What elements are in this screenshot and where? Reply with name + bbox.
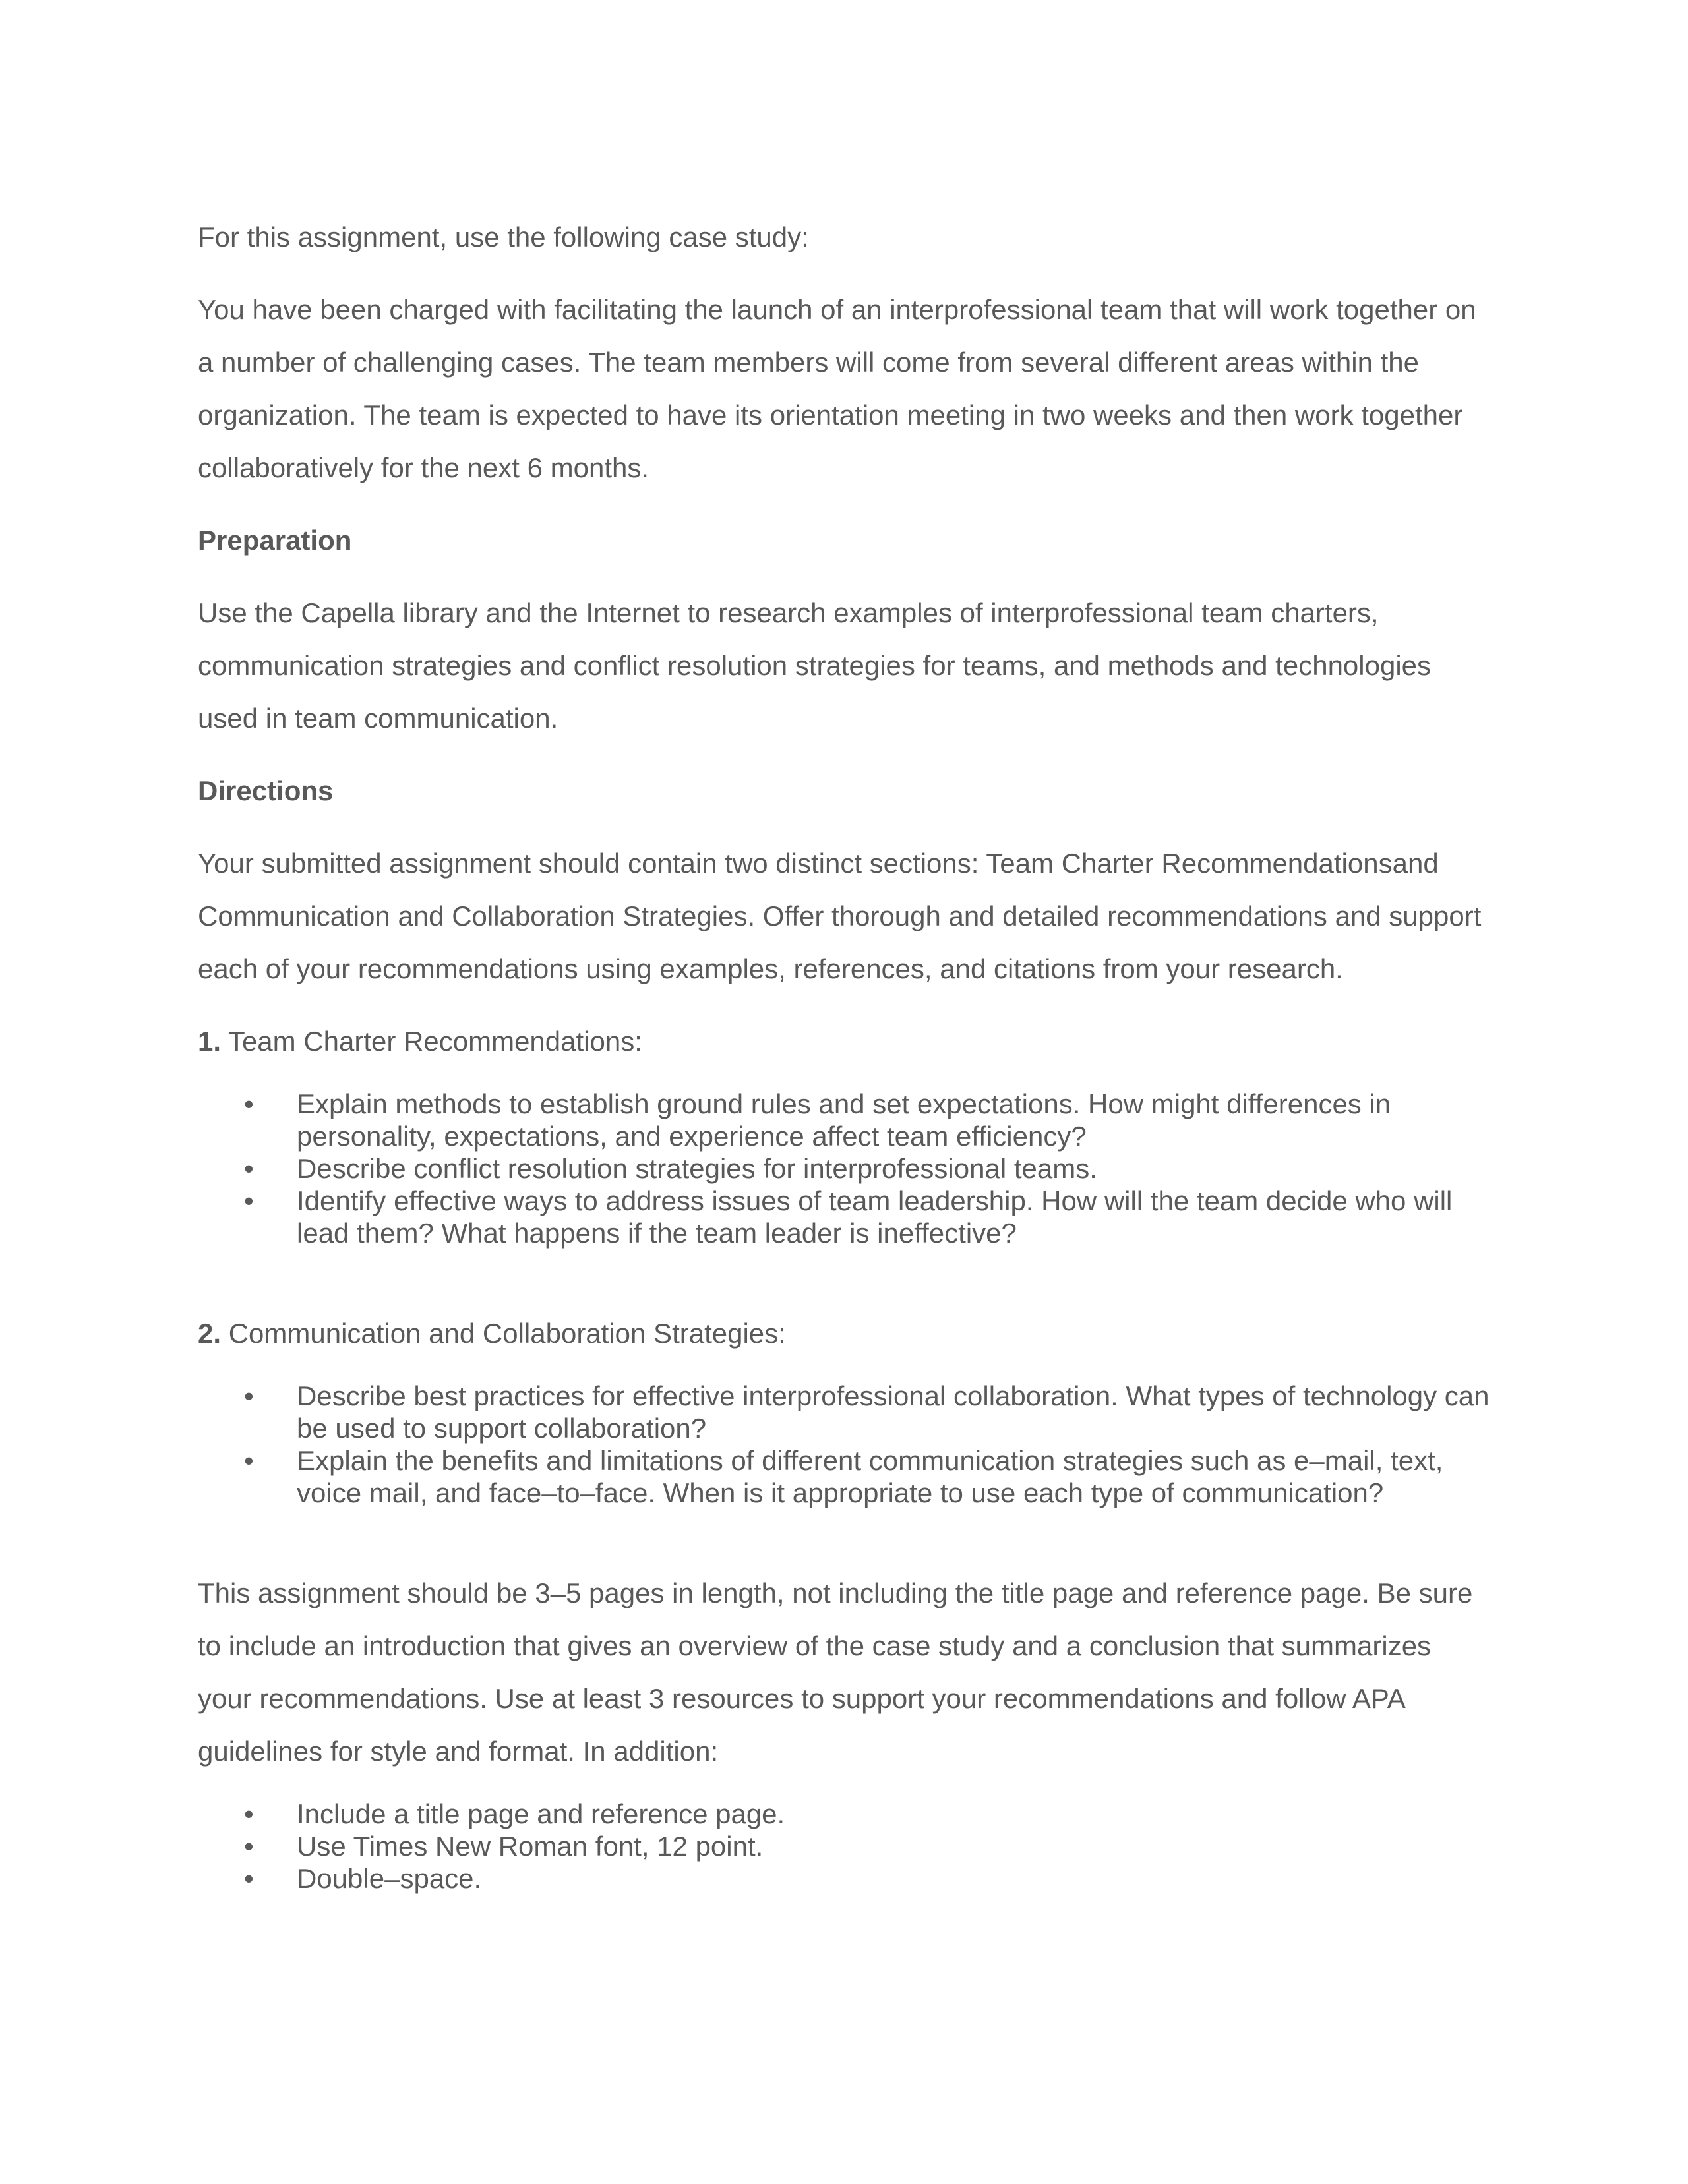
bullet-icon: • bbox=[244, 1798, 254, 1829]
intro-line: For this assignment, use the following case study: bbox=[198, 221, 809, 252]
bullet-icon: • bbox=[244, 1380, 254, 1411]
requirements-list bbox=[198, 1798, 1490, 1895]
list-item-text: Explain methods to establish ground rules and set expectations. How might differences in personality, expectations, and experience affect team efficiency? bbox=[297, 1088, 1391, 1152]
section2-number: 2. bbox=[198, 1318, 222, 1349]
list-item-text: Include a title page and reference page. bbox=[297, 1798, 785, 1829]
list-item-text: Explain the benefits and limitations of different communication strategies such as e–mail, text, voice mail, and face–to–face. When is it appropriate to use each type of communication? bbox=[297, 1445, 1443, 1508]
bullet-icon: • bbox=[244, 1185, 254, 1216]
section1-title: Team Charter Recommendations: bbox=[227, 1026, 642, 1057]
preparation-paragraph: Use the Capella library and the Internet to research examples of interprofessional team charters, communication strategies and conflict resolution strategies for teams, and methods and technologies used in team communication. bbox=[198, 597, 1432, 734]
list-item bbox=[198, 1185, 1490, 1249]
list-item bbox=[198, 1798, 1490, 1830]
list-item-text: Identify effective ways to address issues of team leadership. How will the team decide who will lead them? What happens if the team leader is ineffective? bbox=[297, 1185, 1453, 1249]
directions-paragraph: Your submitted assignment should contain two distinct sections: Team Charter Recommendationsand Communication and Collaboration Strategies. Offer thorough and detailed recommendations and support each of your recommendations using examples, references, and citations from your research. bbox=[198, 848, 1482, 984]
list-item bbox=[198, 1152, 1490, 1185]
section2-title: Communication and Collaboration Strategies: bbox=[228, 1318, 786, 1349]
section1-list bbox=[198, 1088, 1490, 1249]
section2-list bbox=[198, 1380, 1490, 1509]
section1-number: 1. bbox=[198, 1026, 222, 1057]
list-item-text: Describe best practices for effective interprofessional collaboration. What types of technology can be used to support collaboration? bbox=[297, 1380, 1490, 1444]
bullet-icon: • bbox=[244, 1445, 254, 1476]
list-item bbox=[198, 1830, 1490, 1862]
case-study-paragraph: You have been charged with facilitating the launch of an interprofessional team that will work together on a number of challenging cases. The team members will come from several different areas within the organization. The team is expected to have its orientation meeting in two weeks and then work together collaboratively for the next 6 months. bbox=[198, 294, 1476, 483]
list-item-text: Double–space. bbox=[297, 1863, 482, 1894]
bullet-icon: • bbox=[244, 1863, 254, 1894]
preparation-heading: Preparation bbox=[198, 525, 352, 556]
list-item-text: Use Times New Roman font, 12 point. bbox=[297, 1831, 764, 1862]
section1-heading bbox=[198, 1015, 1490, 1068]
list-item bbox=[198, 1380, 1490, 1444]
bullet-icon: • bbox=[244, 1831, 254, 1862]
list-item-text: Describe conflict resolution strategies for interprofessional teams. bbox=[297, 1153, 1097, 1184]
document-page bbox=[198, 211, 1490, 1895]
list-item bbox=[198, 1862, 1490, 1895]
list-item bbox=[198, 1444, 1490, 1509]
list-item bbox=[198, 1088, 1490, 1152]
directions-heading: Directions bbox=[198, 775, 334, 806]
bullet-icon: • bbox=[244, 1153, 254, 1184]
requirements-paragraph: This assignment should be 3–5 pages in length, not including the title page and reference page. Be sure to include an introduction that gives an overview of the case study and a conclusion that summarizes your recommendations. Use at least 3 resources to support your recommendations and follow APA guidelines for style and format. In addition: bbox=[198, 1578, 1473, 1767]
section2-heading bbox=[198, 1307, 1490, 1360]
bullet-icon: • bbox=[244, 1088, 254, 1119]
